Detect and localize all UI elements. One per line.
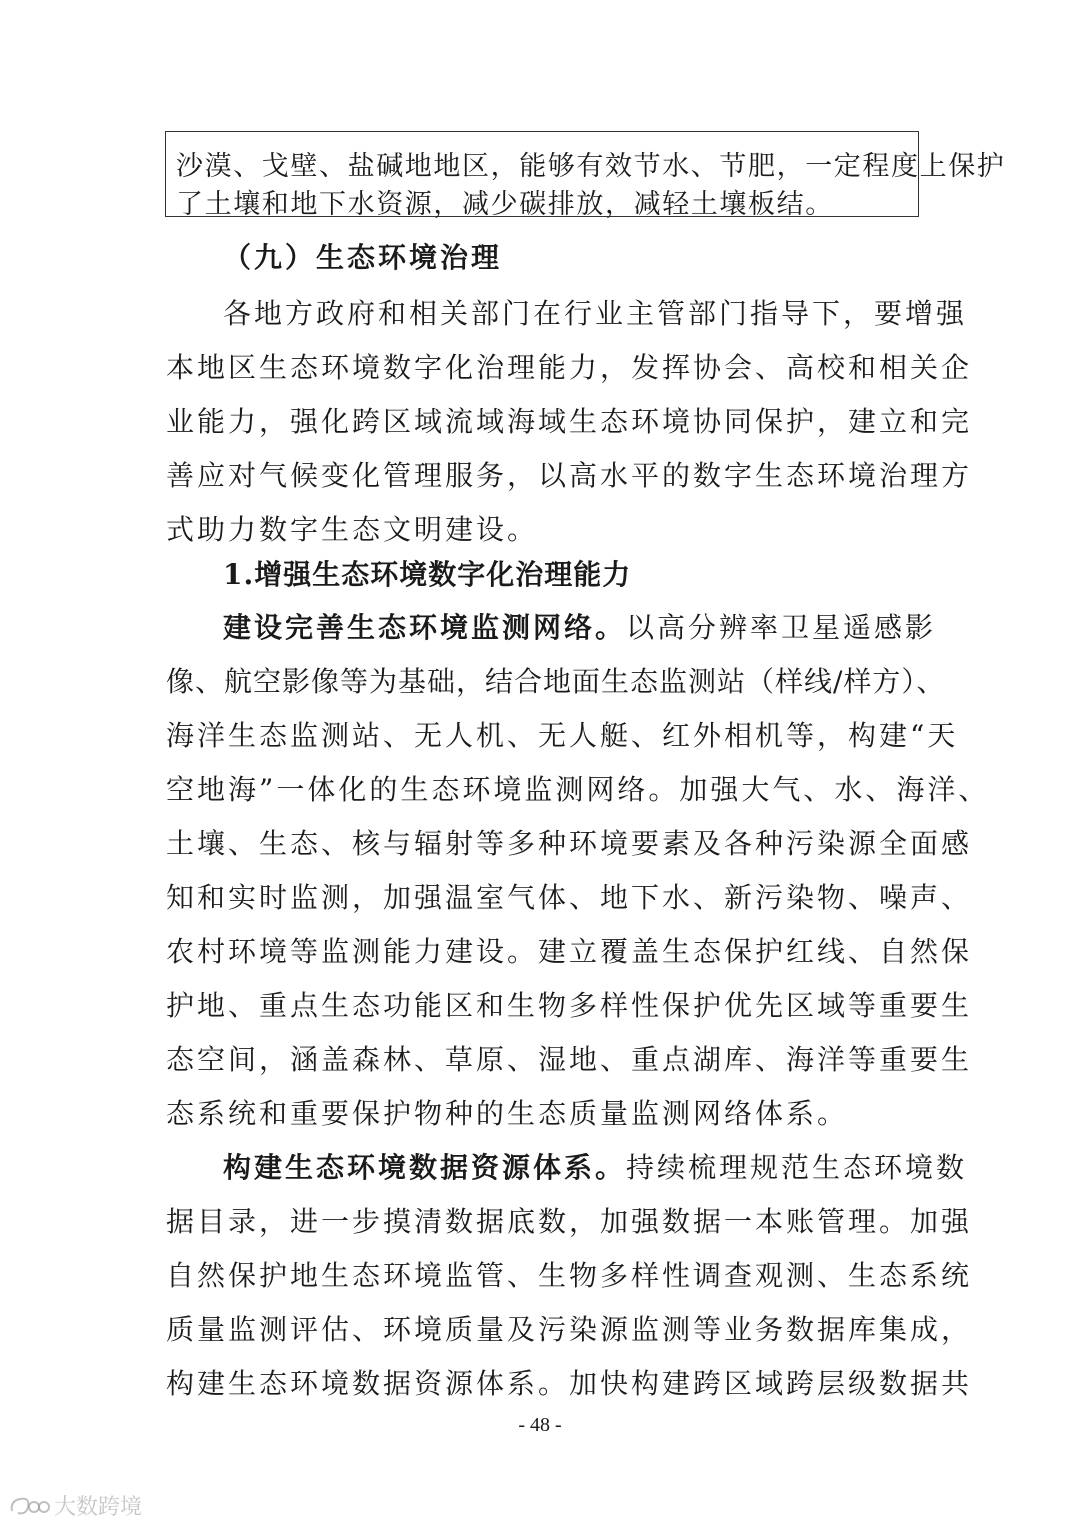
para1-first-rest: 以高分辨率卫星遥感影	[626, 611, 937, 644]
para1-line: 海洋生态监测站、无人机、无人艇、红外相机等，构建“天	[166, 719, 959, 752]
para2-line: 据目录，进一步摸清数据底数，加强数据一本账管理。加强	[166, 1205, 973, 1238]
watermark-logo-icon	[8, 1493, 50, 1519]
intro-line: 式助力数字生态文明建设。	[166, 513, 539, 546]
para2-line: 质量监测评估、环境质量及污染源监测等业务数据库集成，	[166, 1313, 973, 1346]
para2-bold-lead: 构建生态环境数据资源体系。	[223, 1151, 627, 1184]
section-heading: （九）生态环境治理	[223, 241, 503, 274]
para1-line: 态系统和重要保护物种的生态质量监测网络体系。	[166, 1097, 849, 1130]
para1-line: 态空间，涵盖森林、草原、湿地、重点湖库、海洋等重要生	[166, 1043, 973, 1076]
para1-line: 知和实时监测，加强温室气体、地下水、新污染物、噪声、	[166, 881, 973, 914]
intro-line: 业能力，强化跨区域流域海域生态环境协同保护，建立和完	[166, 405, 973, 438]
para1-first-line	[223, 606, 936, 646]
para1-line: 农村环境等监测能力建设。建立覆盖生态保护红线、自然保	[166, 935, 973, 968]
para2-first-rest: 持续梳理规范生态环境数	[626, 1151, 968, 1184]
para1-bold-lead: 建设完善生态环境监测网络。	[223, 611, 627, 644]
watermark	[8, 1490, 142, 1521]
para1-line: 土壤、生态、核与辐射等多种环境要素及各种污染源全面感	[166, 827, 973, 860]
para1-line: 空地海”一体化的生态环境监测网络。加强大气、水、海洋、	[166, 773, 990, 806]
para2-first-line	[223, 1146, 967, 1186]
para1-line: 护地、重点生态功能区和生物多样性保护优先区域等重要生	[166, 989, 973, 1022]
para2-line: 自然保护地生态环境监管、生物多样性调查观测、生态系统	[166, 1259, 973, 1292]
watermark-text: 大数跨境	[54, 1495, 143, 1520]
intro-line: 各地方政府和相关部门在行业主管部门指导下，要增强	[223, 297, 968, 330]
box-line: 了土壤和地下水资源，减少碳排放，减轻土壤板结。	[176, 189, 834, 220]
para1-line: 像、航空影像等为基础，结合地面生态监测站（样线/样方）、	[166, 665, 946, 698]
box-line: 沙漠、戈壁、盐碱地地区，能够有效节水、节肥，一定程度上保护	[176, 151, 1006, 182]
intro-line: 善应对气候变化管理服务，以高水平的数字生态环境治理方	[166, 459, 973, 492]
para2-line: 构建生态环境数据资源体系。加快构建跨区域跨层级数据共	[166, 1367, 973, 1400]
boxed-text-frame	[165, 131, 1006, 220]
subheading: 1.增强生态环境数字化治理能力	[223, 558, 632, 591]
page-number: - 48 -	[518, 1414, 562, 1436]
intro-line: 本地区生态环境数字化治理能力，发挥协会、高校和相关企	[166, 351, 973, 384]
